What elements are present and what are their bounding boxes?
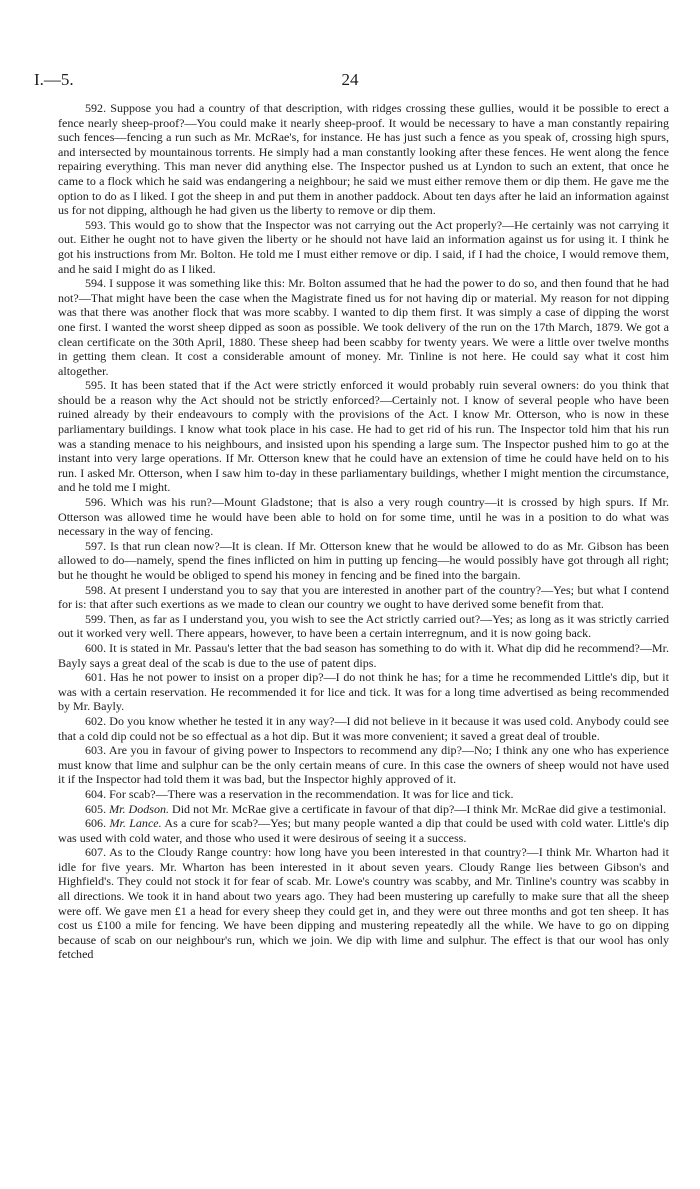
question-paragraph: 605. Mr. Dodson. Did not Mr. McRae give a certificate in favour of that dip?—I think Mr. McRae did give a testimonial. bbox=[85, 801, 667, 816]
question-paragraph: 593. This would go to show that the Inspector was not carrying out the Act properly?—He certainly was not carrying it out. Either he ought not to have given the liberty or he should not have laid an information against us for using it. I think he got his instructions from Mr. Bolton. He told me I must either remove or dip. I said, if I had the choice, I would remove them, and he said I might do as I liked. bbox=[58, 217, 669, 276]
question-paragraph: 603. Are you in favour of giving power to Inspectors to recommend any dip?—No; I think any one who has experience must know that lime and sulphur can be the only certain means of cure. In this case the owners of sheep would not have used it if the Inspector had told them it was bad, but the Inspector highly approved of it. bbox=[58, 743, 669, 787]
question-paragraph: 597. Is that run clean now?—It is clean. If Mr. Otterson knew that he would be allowed to do as Mr. Gibson has been allowed to do—namely, spend the fines inflicted on him in putting up fencing—he would possibly have got through all right; but he thought he would be obliged to spend his money in fencing and be fined into the bargain. bbox=[58, 538, 669, 582]
question-paragraph: 607. As to the Cloudy Range country: how long have you been interested in that country?—I think Mr. Wharton had it idle for five years. Mr. Wharton has been interested in it about seven years. Cloudy Range lies between Gibson's and Highfield's. They could not stock it for fear of scab. Mr. Lowe's country was scabby, and Mr. Tinline's country was scabby in all directions. We took it in hand about two years ago. They had been mustering up carefully to make sure that all the sheep were off. We gave men £1 a head for every sheep they could get in, and they were out three months and got ten sheep. It has cost us £100 a mile for fencing. We have been dipping and mustering repeatedly all the while. We have to go on dipping because of scab on our neighbour's run, which we join. We dip with lime and sulphur. The effect is that our wool has only fetched bbox=[58, 845, 669, 962]
page-header bbox=[34, 70, 666, 92]
question-paragraph: 600. It is stated in Mr. Passau's letter that the bad season has something to do with it. What dip did he recommend?—Mr. Bayly says a great deal of the scab is due to the use of patent dips. bbox=[58, 640, 669, 670]
question-paragraph: 604. For scab?—There was a reservation in the recommendation. It was for lice and tick. bbox=[85, 786, 514, 801]
question-paragraph: 602. Do you know whether he tested it in any way?—I did not believe in it because it was used cold. Anybody could see that a cold dip could not be so effectual as a hot dip. But it was more convenient; it saved a great deal of trouble. bbox=[58, 713, 669, 743]
question-paragraph: 598. At present I understand you to say that you are interested in another part of the country?—Yes; but what I contend for is: that after such exertions as we made to clean our country we ought to have derived some benefit from that. bbox=[58, 582, 669, 612]
question-paragraph: 596. Which was his run?—Mount Gladstone; that is also a very rough country—it is crossed by high spurs. If Mr. Otterson was allowed time he would have been able to hold on for some time, until he was in a position to do what was necessary in the way of fencing. bbox=[58, 495, 669, 539]
speaker-name: Mr. Lance. bbox=[109, 816, 162, 831]
evidence-text bbox=[58, 101, 669, 962]
document-reference: I.—5. bbox=[34, 70, 74, 89]
question-paragraph: 594. I suppose it was something like this: Mr. Bolton assumed that he had the power to do so, and then found that he had not?—That might have been the case when the Magistrate fined us for not having dip or material. My reason for not dipping was that there was another flock that was more scabby. I wanted to dip them first. It was simply a case of dipping the worst one first. I wanted the worst sheep dipped as soon as possible. We took delivery of the run on the 17th March, 1879. We got a clean certificate on the 30th April, 1880. These sheep had been scabby for twenty years. We were a little over twelve months in getting them clean. It cost a considerable amount of money. Mr. Tinline is not here. He could say what it cost him altogether. bbox=[58, 276, 669, 378]
question-paragraph: 606. Mr. Lance. As a cure for scab?—Yes; but many people wanted a dip that could be used with cold water. Little's dip was used with cold water, and those who used it were desirous of seeing it a success. bbox=[58, 816, 670, 845]
question-paragraph: 592. Suppose you had a country of that description, with ridges crossing these gullies, would it be possible to erect a fence nearly sheep-proof?—You could make it nearly sheep-proof. It would be necessary to have a man constantly repairing such fences—fencing a run such as Mr. McRae's, for instance. He has just such a fence as you speak of, crossing high spurs, and intersected by mountainous torrents. He simply had a man constantly looking after these fences. He went along the fence repairing everything. This man never did anything else. The Inspector pushed us at Lyndon to such an extent, that once he came to a flock which he said was endangering a neighbour; he said we must either remove them or dip them. He gave me the option to do as I liked. I got the sheep in and put them in another paddock. About ten days after he laid an information against us for not dipping, although he had given us the liberty to remove or dip them. bbox=[58, 101, 669, 218]
question-paragraph: 595. It has been stated that if the Act were strictly enforced it would probably ruin several owners: do you think that should be a reason why the Act should not be strictly enforced?—Certainly not. I know of several people who have been ruined already by their endeavours to comply with the provisions of the Act. I know Mr. Otterson, who is now in these parliamentary buildings. I know what took place in his case. He had to get rid of his run. The Inspector told him that his run was a standing menace to his neighbours, and insisted upon his spending a large sum. The Inspector pushed him to go at the instant into very large operations. If Mr. Otterson knew that he could have an extension of time he could have held on to his run. I asked Mr. Otterson, when I saw him to-day in these parliamentary buildings, whether I might mention the circumstance, and he told me I might. bbox=[58, 378, 669, 495]
speaker-name: Mr. Dodson. bbox=[109, 801, 169, 816]
question-paragraph: 601. Has he not power to insist on a proper dip?—I do not think he has; for a time he recommended Little's dip, but it was with a certain reservation. He recommended it for lice and tick. It was for a long time advertised as being recommended by Mr. Bayly. bbox=[58, 670, 669, 714]
question-paragraph: 599. Then, as far as I understand you, you wish to see the Act strictly carried out?—Yes; as long as it was strictly carried out it worked very well. There appears, however, to have been a certain interregnum, and it is now going back. bbox=[58, 611, 669, 641]
page-number: 24 bbox=[341, 70, 359, 89]
